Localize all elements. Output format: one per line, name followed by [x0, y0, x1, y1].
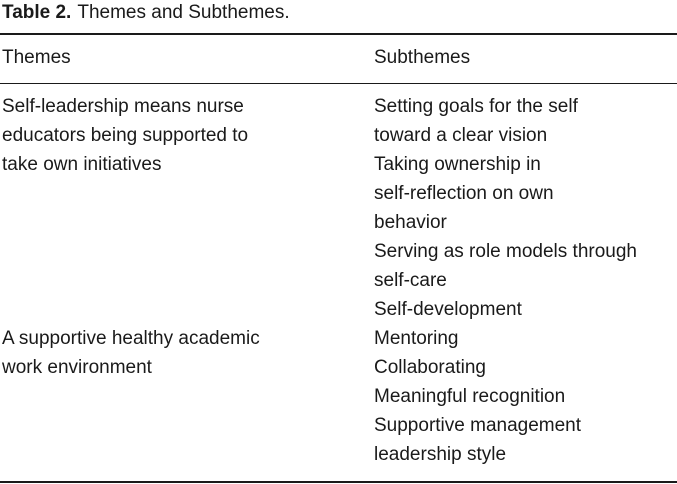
- subtheme-line: Meaningful recognition: [374, 386, 566, 407]
- subtheme-line: behavior: [374, 212, 447, 233]
- subtheme-item: [374, 324, 677, 353]
- theme-line: take own initiatives: [2, 154, 162, 175]
- column-header-subthemes: Subthemes: [374, 47, 471, 68]
- theme-line: A supportive healthy academic: [2, 328, 260, 349]
- table-top-rule: [0, 33, 677, 35]
- subtheme-line: self-care: [374, 270, 447, 291]
- subtheme-line: self-reflection on own: [374, 183, 554, 204]
- subtheme-line: Taking ownership in: [374, 154, 541, 175]
- theme-text: [2, 324, 342, 382]
- table-bottom-rule: [0, 481, 677, 483]
- subtheme-line: leadership style: [374, 444, 507, 465]
- subtheme-line: Supportive management: [374, 415, 582, 436]
- subtheme-item: [374, 237, 677, 295]
- theme-cell: [2, 324, 342, 382]
- subtheme-line: Serving as role models through: [374, 241, 637, 262]
- column-header-themes: Themes: [2, 47, 71, 68]
- subthemes-cell: [374, 92, 677, 324]
- subtheme-item: [374, 92, 677, 150]
- subtheme-item: [374, 150, 677, 237]
- subtheme-line: Setting goals for the self: [374, 96, 578, 117]
- theme-line: work environment: [2, 357, 152, 378]
- subtheme-line: toward a clear vision: [374, 125, 548, 146]
- subtheme-line: Self-development: [374, 299, 522, 320]
- theme-text: [2, 92, 342, 179]
- theme-line: Self-leadership means nurse: [2, 96, 244, 117]
- subthemes-cell: [374, 324, 677, 469]
- table-title: Themes and Subthemes.: [77, 2, 290, 23]
- subtheme-line: Mentoring: [374, 328, 459, 349]
- subtheme-item: [374, 382, 677, 411]
- table-caption: [2, 2, 290, 24]
- theme-cell: [2, 92, 342, 179]
- subtheme-line: Collaborating: [374, 357, 486, 378]
- subtheme-item: [374, 353, 677, 382]
- subtheme-item: [374, 295, 677, 324]
- subtheme-item: [374, 411, 677, 469]
- table-label: Table 2.: [2, 2, 72, 23]
- header-rule: [0, 83, 677, 84]
- theme-line: educators being supported to: [2, 125, 249, 146]
